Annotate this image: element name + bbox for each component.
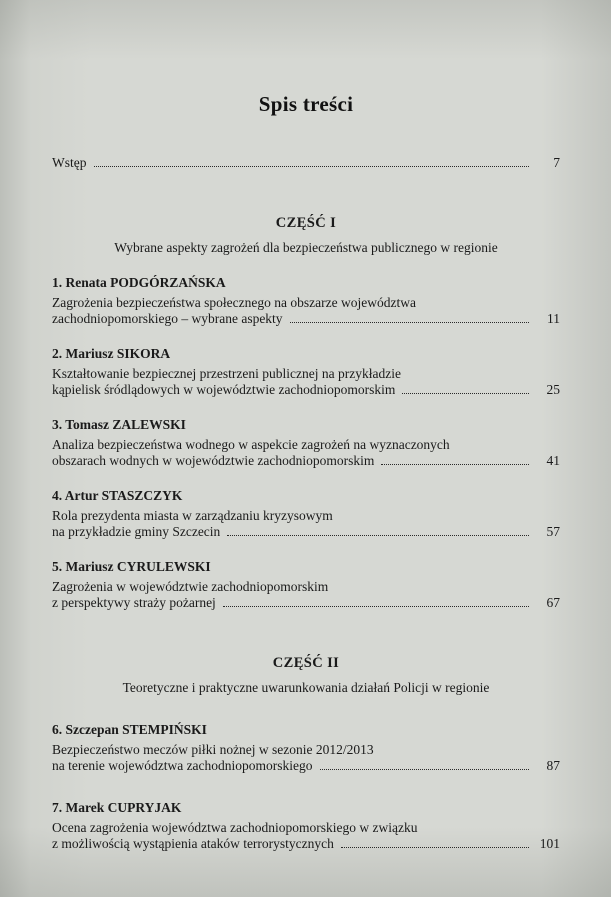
toc-item-title — [52, 508, 560, 540]
toc-item-author: 3. Tomasz ZALEWSKI — [52, 417, 186, 432]
toc-item-title-line: Kształtowanie bezpiecznej przestrzeni publicznej na przykładzie — [52, 366, 401, 381]
toc-item-title-line: Rola prezydenta miasta w zarządzaniu kryzysowym — [52, 508, 333, 523]
part-subtitle: Wybrane aspekty zagrożeń dla bezpieczeństwa publicznego w regionie — [114, 240, 498, 255]
toc-item — [52, 346, 560, 398]
toc-item-title — [52, 295, 560, 327]
toc-item-title-line: Analiza bezpieczeństwa wodnego w aspekcie zagrożeń na wyznaczonych — [52, 437, 450, 452]
toc-item-title-text: zachodniopomorskiego – wybrane aspekty — [52, 311, 283, 326]
toc-item-author: 4. Artur STASZCZYK — [52, 488, 183, 503]
dot-leader — [402, 392, 529, 394]
part-heading-2 — [52, 655, 560, 696]
toc-item — [52, 800, 560, 852]
toc-item-title-text: z perspektywy straży pożarnej — [52, 595, 216, 610]
toc-content — [52, 0, 560, 897]
toc-entry-page: 7 — [553, 155, 560, 170]
toc-item-title-text: kąpielisk śródlądowych w województwie zachodniopomorskim — [52, 382, 396, 397]
toc-item-title-line: Bezpieczeństwo meczów piłki nożnej w sezonie 2012/2013 — [52, 742, 374, 757]
page-title: Spis treści — [258, 92, 354, 116]
toc-entry-label: Wstęp — [52, 155, 87, 170]
toc-item-title — [52, 742, 560, 774]
toc-item-title-line: Ocena zagrożenia województwa zachodniopomorskiego w związku — [52, 820, 418, 835]
toc-item-title-text: na terenie województwa zachodniopomorskiego — [52, 758, 313, 773]
toc-item-title — [52, 579, 560, 611]
dot-leader — [320, 768, 529, 770]
toc-item-page: 87 — [546, 758, 560, 773]
toc-item-author: 6. Szczepan STEMPIŃSKI — [52, 722, 207, 737]
toc-item-page: 41 — [546, 453, 560, 468]
toc-entry-intro — [52, 155, 560, 171]
toc-item — [52, 488, 560, 540]
toc-item — [52, 417, 560, 469]
toc-item — [52, 275, 560, 327]
toc-item-title-text: obszarach wodnych w województwie zachodniopomorskim — [52, 453, 375, 468]
toc-item-title-lastline — [52, 524, 560, 540]
toc-item-title — [52, 437, 560, 469]
toc-item-author: 1. Renata PODGÓRZAŃSKA — [52, 275, 226, 290]
toc-item-title-text: na przykładzie gminy Szczecin — [52, 524, 221, 539]
toc-item-title-lastline — [52, 595, 560, 611]
dot-leader — [227, 534, 529, 536]
toc-item-page: 57 — [546, 524, 560, 539]
toc-item-page: 101 — [539, 836, 560, 851]
toc-item-title-lastline — [52, 453, 560, 469]
toc-item-page: 11 — [547, 311, 560, 326]
toc-item-title-lastline — [52, 758, 560, 774]
part-subtitle: Teoretyczne i praktyczne uwarunkowania działań Policji w regionie — [122, 680, 490, 695]
part-label: CZĘŚĆ II — [272, 655, 340, 671]
toc-item-title-line: Zagrożenia bezpieczeństwa społecznego na obszarze województwa — [52, 295, 416, 310]
toc-item-title-line: Zagrożenia w województwie zachodniopomorskim — [52, 579, 329, 594]
toc-item-title — [52, 366, 560, 398]
dot-leader — [290, 321, 529, 323]
dot-leader — [94, 165, 530, 167]
toc-item-author: 7. Marek CUPRYJAK — [52, 800, 182, 815]
toc-item-page: 25 — [546, 382, 560, 397]
toc-item-title-lastline — [52, 836, 560, 852]
toc-item-author: 5. Mariusz CYRULEWSKI — [52, 559, 211, 574]
toc-item-page: 67 — [546, 595, 560, 610]
dot-leader — [381, 463, 529, 465]
dot-leader — [341, 846, 529, 848]
part-label: CZĘŚĆ I — [275, 215, 337, 231]
toc-item — [52, 722, 560, 774]
toc-item-title — [52, 820, 560, 852]
toc-item-author: 2. Mariusz SIKORA — [52, 346, 171, 361]
toc-item-title-lastline — [52, 311, 560, 327]
toc-item-title-text: z możliwością wystąpienia ataków terrorystycznych — [52, 836, 334, 851]
toc-item-title-lastline — [52, 382, 560, 398]
part-heading-1 — [52, 215, 560, 256]
toc-item — [52, 559, 560, 611]
dot-leader — [223, 605, 529, 607]
